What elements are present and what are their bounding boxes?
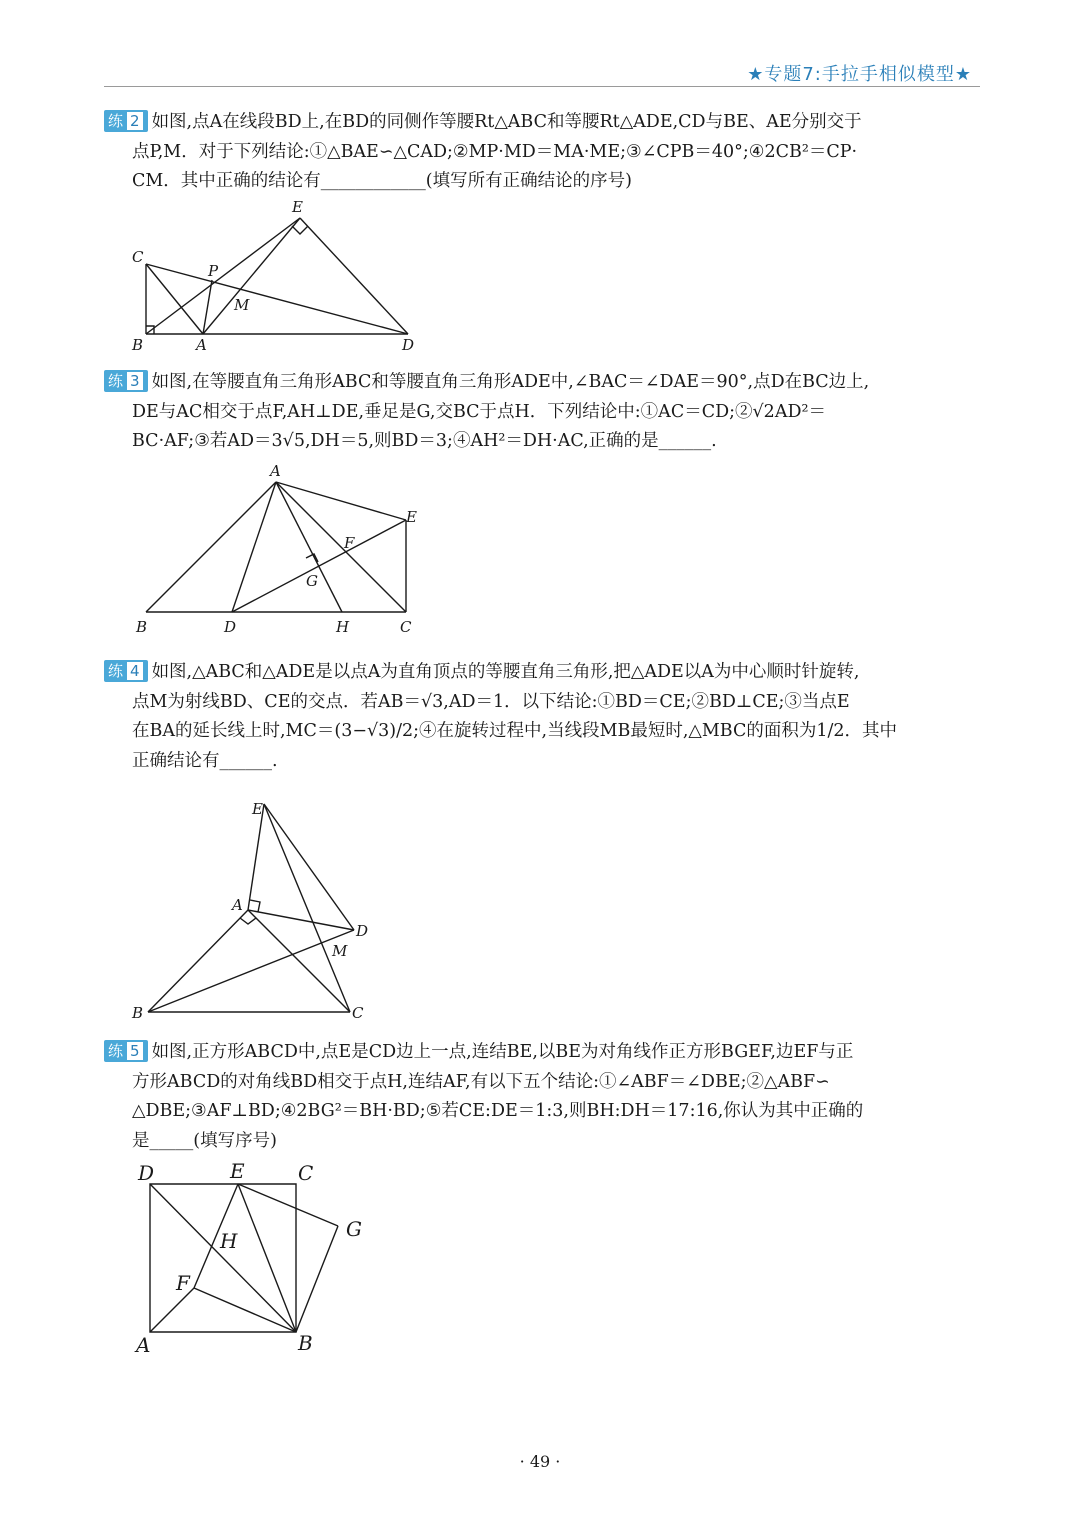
point-label: D	[224, 618, 237, 636]
problem-5	[104, 1038, 980, 1156]
point-label: D	[356, 922, 369, 940]
point-label: G	[346, 1217, 362, 1241]
point-label: C	[400, 618, 412, 636]
problem-text-line: 如图,正方形ABCD中,点E是CD边上一点,连结BE,以BE为对角线作正方形BGEF,边EF与正	[151, 1042, 854, 1062]
point-label: A	[136, 1333, 151, 1357]
point-label: C	[132, 248, 144, 266]
figure-problem-3	[128, 462, 438, 646]
figure-problem-2	[128, 196, 428, 360]
problem-badge: 练 2	[104, 110, 148, 132]
page-number: · 49 ·	[519, 1452, 561, 1471]
point-label: A	[196, 336, 207, 354]
problem-text-line: 如图,点A在线段BD上,在BD的同侧作等腰Rt△ABC和等腰Rt△ADE,CD与BE、AE分别交于	[151, 112, 862, 132]
point-label: P	[208, 262, 219, 280]
point-label: D	[138, 1161, 155, 1185]
problem-text-line: 如图,在等腰直角三角形ABC和等腰直角三角形ADE中,∠BAC＝∠DAE＝90°,点D在BC边上,	[151, 372, 870, 392]
point-label: H	[220, 1229, 238, 1253]
problem-text-line: 方形ABCD的对角线BD相交于点H,连结AF,有以下五个结论:①∠ABF＝∠DBE;②△ABF∽	[132, 1071, 830, 1092]
point-label: C	[352, 1004, 364, 1022]
point-label: B	[132, 1004, 144, 1022]
problem-3	[104, 368, 980, 457]
problem-text-line: DE与AC相交于点F,AH⊥DE,垂足是G,交BC于点H．下列结论中:①AC＝CD;②√2AD²＝	[132, 401, 826, 422]
problem-text-line: 正确结论有______.	[132, 750, 278, 771]
point-label: F	[344, 534, 355, 552]
point-label: B	[298, 1331, 313, 1355]
figure-problem-4	[128, 790, 388, 1034]
point-label: B	[132, 336, 144, 354]
problem-text-line: BC·AF;③若AD＝3√5,DH＝5,则BD＝3;④AH²＝DH·AC,正确的是______.	[132, 431, 717, 451]
point-label: A	[270, 462, 281, 480]
problem-text-line: CM．其中正确的结论有____________(填写所有正确结论的序号)	[132, 171, 632, 191]
point-label: E	[406, 508, 417, 526]
figure-problem-5	[128, 1154, 388, 1368]
point-label: C	[298, 1161, 314, 1185]
problem-text-line: 点P,M．对于下列结论:①△BAE∽△CAD;②MP·MD＝MA·ME;③∠CPB＝40°;④2CB²＝CP·	[132, 141, 858, 162]
header-title: ★专题7:手拉手相似模型★	[747, 64, 972, 85]
point-label: F	[176, 1271, 190, 1295]
point-label: D	[402, 336, 415, 354]
point-label: B	[136, 618, 148, 636]
problem-badge: 练 3	[104, 370, 148, 392]
problem-2	[104, 108, 980, 197]
point-label: G	[306, 572, 318, 590]
problem-text-line: 点M为射线BD、CE的交点．若AB＝√3,AD＝1．以下结论:①BD＝CE;②BD⊥CE;③当点E	[132, 691, 850, 712]
problem-4	[104, 658, 980, 776]
point-label: E	[292, 198, 303, 216]
problem-text-line: 是_____(填写序号)	[132, 1130, 277, 1151]
point-label: A	[232, 896, 243, 914]
problem-text-line: △DBE;③AF⊥BD;④2BG²＝BH·BD;⑤若CE:DE＝1:3,则BH:DH＝17:16,你认为其中正确的	[132, 1101, 864, 1121]
point-label: E	[252, 800, 263, 818]
problem-badge: 练 5	[104, 1040, 148, 1062]
point-label: H	[336, 618, 350, 636]
point-label: M	[234, 296, 250, 314]
point-label: M	[332, 942, 348, 960]
problem-text-line: 如图,△ABC和△ADE是以点A为直角顶点的等腰直角三角形,把△ADE以A为中心顺时针旋转,	[151, 662, 860, 682]
problem-badge: 练 4	[104, 660, 148, 682]
page-header	[104, 56, 980, 87]
point-label: E	[230, 1159, 245, 1183]
problem-text-line: 在BA的延长线上时,MC＝(3−√3)/2;④在旋转过程中,当线段MB最短时,△MBC的面积为1/2．其中	[132, 721, 898, 741]
